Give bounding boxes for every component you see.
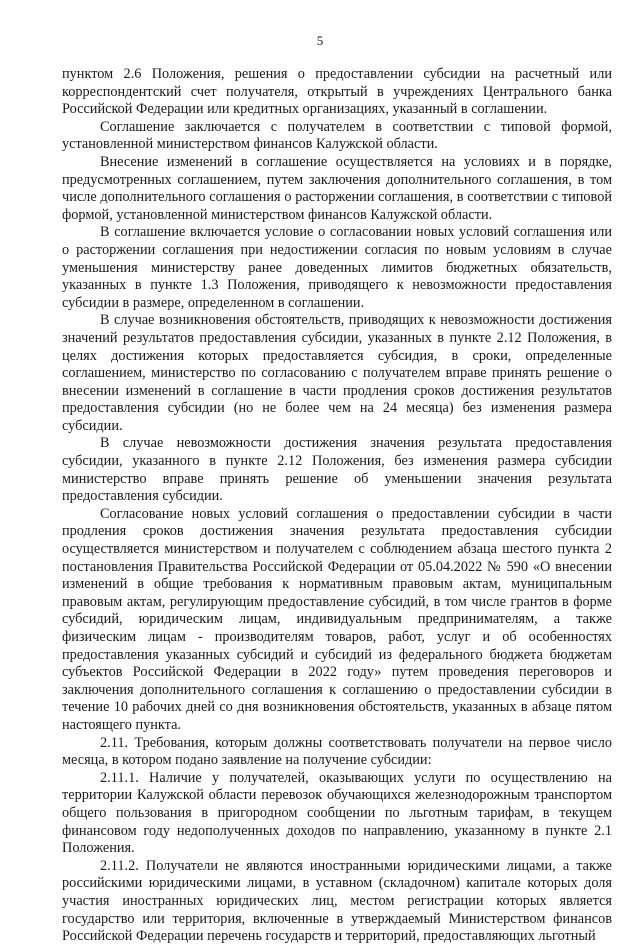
paragraph: Внесение изменений в соглашение осуществляется на условиях и в порядке, предусмотренных соглашением, путем заключения дополнительного соглашения, в том числе дополнительного соглашения о расторжении соглашения, в соответствии с типовой формой, установленной министерством финансов Калужской области. (62, 153, 612, 223)
paragraph: 2.11.2. Получатели не являются иностранными юридическими лицами, а также российскими юридическими лицами, в уставном (складочном) капитале которых доля участия иностранных юридических лиц, местом регистрации которых является государство или территория, включенные в утверждаемый Министерством финансов Российской Федерации перечень государств и территорий, предоставляющих льготный (62, 857, 612, 945)
paragraph: 2.11.1. Наличие у получателей, оказывающих услуги по осуществлению на территории Калужской области перевозок обучающихся железнодорожным транспортом общего пользования в пригородном сообщении по льготным тарифам, в текущем финансовом году недополученных доходов по направлению, указанному в пункте 2.1 Положения. (62, 769, 612, 857)
paragraph: Согласование новых условий соглашения о предоставлении субсидии в части продления сроков достижения значения результата предоставления субсидии осуществляется министерством и получателем с соблюдением абзаца шестого пункта 2 постановления Правительства Российской Федерации от 05.04.2022 № 590 «О внесении изменений в общие требования к нормативным правовым актам, муниципальным правовым актам, регулирующим предоставление субсидий, в том числе грантов в форме субсидий, юридическим лицам, индивидуальным предпринимателям, а также физическим лицам - производителям товаров, работ, услуг и об особенностях предоставления указанных субсидий и субсидий из федерального бюджета бюджетам субъектов Российской Федерации в 2022 году» путем проведения переговоров и заключения дополнительного соглашения к соглашению о предоставлении субсидии в течение 10 рабочих дней со дня возникновения обстоятельств, указанных в абзаце пятом настоящего пункта. (62, 505, 612, 733)
paragraph: пунктом 2.6 Положения, решения о предоставлении субсидии на расчетный или корреспондентский счет получателя, открытый в учреждениях Центрального банка Российской Федерации или кредитных организациях, указанный в соглашении. (62, 66, 612, 118)
paragraph: Соглашение заключается с получателем в соответствии с типовой формой, установленной министерством финансов Калужской области. (62, 118, 612, 153)
paragraph: В случае невозможности достижения значения результата предоставления субсидии, указанного в пункте 2.12 Положения, без изменения размера субсидии министерство вправе принять решение об уменьшении значения результата предоставления субсидии. (62, 435, 612, 505)
paragraph: 2.11. Требования, которым должны соответствовать получатели на первое число месяца, в котором подано заявление на получение субсидии: (62, 734, 612, 769)
paragraph: В случае возникновения обстоятельств, приводящих к невозможности достижения значений результатов предоставления субсидии, указанных в пункте 2.12 Положения, в целях достижения которых предоставляется субсидия, в сроки, определенные соглашением, министерство по согласованию с получателем вправе принять решение о внесении изменений в соглашение в части продления сроков достижения результатов предоставления субсидии (но не более чем на 24 месяца) без изменения размера субсидии. (62, 312, 612, 434)
paragraph: В соглашение включается условие о согласовании новых условий соглашения или о расторжении соглашения при недостижении согласия по новым условиям в случае уменьшения министерству ранее доведенных лимитов бюджетных обязательств, указанных в пункте 1.3 Положения, приводящего к невозможности предоставления субсидии в размере, определенном в соглашении. (62, 224, 612, 311)
document-body (62, 66, 612, 946)
page-number: 5 (316, 33, 324, 48)
